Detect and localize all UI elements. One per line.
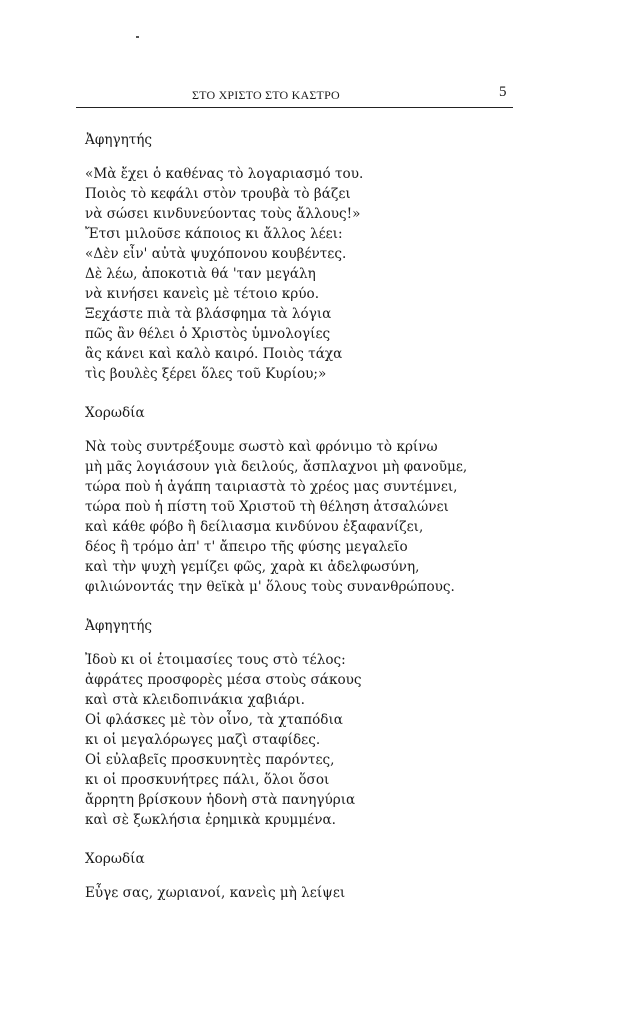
running-title: ΣΤΟ ΧΡΙΣΤΟ ΣΤΟ ΚΑΣΤΡΟ <box>192 88 340 102</box>
verse-line: νὰ σώσει κινδυνεύοντας τοὺς ἄλλους!» <box>85 206 361 222</box>
verse-line: Δὲ λέω, ἀποκοτιὰ θά 'ταν μεγάλη <box>85 266 316 282</box>
page-number: 5 <box>499 84 507 100</box>
verse-line: τὶς βουλὲς ξέρει ὅλες τοῦ Κυρίου;» <box>85 366 327 382</box>
verse-line: καὶ τὴν ψυχὴ γεμίζει φῶς, χαρὰ κι ἀδελφωσύνη, <box>85 559 420 575</box>
verse-line: «Μὰ ἔχει ὁ καθένας τὸ λογαριασμό του. <box>85 166 364 182</box>
verse-line: ἂς κάνει καὶ καλὸ καιρό. Ποιὸς τάχα <box>85 346 343 362</box>
speaker-heading: Χορωδία <box>85 851 145 867</box>
verse-line: κι οἱ μεγαλόρωγες μαζὶ σταφίδες. <box>85 732 321 748</box>
verse-line: πῶς ἂν θέλει ὁ Χριστὸς ὑμνολογίες <box>85 326 331 342</box>
verse-line: μὴ μᾶς λογιάσουν γιὰ δειλούς, ἄσπλαχνοι μὴ φανοῦμε, <box>85 459 468 475</box>
verse-line: καὶ σὲ ξωκλήσια ἐρημικὰ κρυμμένα. <box>85 812 336 828</box>
verse-line: Ἰδοὺ κι οἱ ἑτοιμασίες τους στὸ τέλος: <box>85 652 346 668</box>
verse-line: τώρα ποὺ ἡ πίστη τοῦ Χριστοῦ τὴ θέληση ἀτσαλώνει <box>85 499 449 515</box>
verse-line: «Δὲν εἶν' αὐτὰ ψυχόπονου κουβέντες. <box>85 246 347 262</box>
stanza <box>85 650 605 830</box>
verse-line: τώρα ποὺ ἡ ἀγάπη ταιριαστὰ τὸ χρέος μας συντέμνει, <box>85 479 458 495</box>
verse-line: καὶ κάθε φόβο ἢ δείλιασμα κινδύνου ἐξαφανίζει, <box>85 519 424 535</box>
poem-body <box>85 130 605 922</box>
verse-line: νὰ κινήσει κανεὶς μὲ τέτοιο κρύο. <box>85 286 320 302</box>
header-rule <box>76 107 513 108</box>
speaker-heading: Ἀφηγητής <box>85 618 153 634</box>
verse-line: ἀφράτες προσφορὲς μέσα στοὺς σάκους <box>85 672 362 688</box>
stanza <box>85 437 605 597</box>
verse-line: Ξεχάστε πιὰ τὰ βλάσφημα τὰ λόγια <box>85 306 332 322</box>
speaker-heading: Ἀφηγητής <box>85 132 153 148</box>
verse-line: φιλιώνοντάς την θεϊκὰ μ' ὅλους τοὺς συνανθρώπους. <box>85 579 455 595</box>
verse-line: Ἔτσι μιλοῦσε κάποιος κι ἄλλος λέει: <box>85 226 343 242</box>
verse-line: δέος ἢ τρόμο ἀπ' τ' ἄπειρο τῆς φύσης μεγαλεῖο <box>85 539 408 555</box>
verse-line: ἄρρητη βρίσκουν ἡδονὴ στὰ πανηγύρια <box>85 792 356 808</box>
verse-line: κι οἱ προσκυνήτρες πάλι, ὅλοι ὅσοι <box>85 772 330 788</box>
verse-line: Οἱ φλάσκες μὲ τὸν οἶνο, τὰ χταπόδια <box>85 712 343 728</box>
verse-line: Νὰ τοὺς συντρέξουμε σωστὸ καὶ φρόνιμο τὸ κρίνω <box>85 439 438 455</box>
speaker-heading: Χορωδία <box>85 405 145 421</box>
stanza <box>85 164 605 384</box>
verse-line: καὶ στὰ κλειδοπινάκια χαβιάρι. <box>85 692 305 708</box>
stanza <box>85 883 605 903</box>
verse-line: Οἱ εὐλαβεῖς προσκυνητὲς παρόντες, <box>85 752 335 768</box>
scan-speck <box>136 36 139 38</box>
page-header <box>0 84 620 106</box>
verse-line: Εὖγε σας, χωριανοί, κανεὶς μὴ λείψει <box>85 885 346 901</box>
verse-line: Ποιὸς τὸ κεφάλι στὸν τρουβὰ τὸ βάζει <box>85 186 351 202</box>
